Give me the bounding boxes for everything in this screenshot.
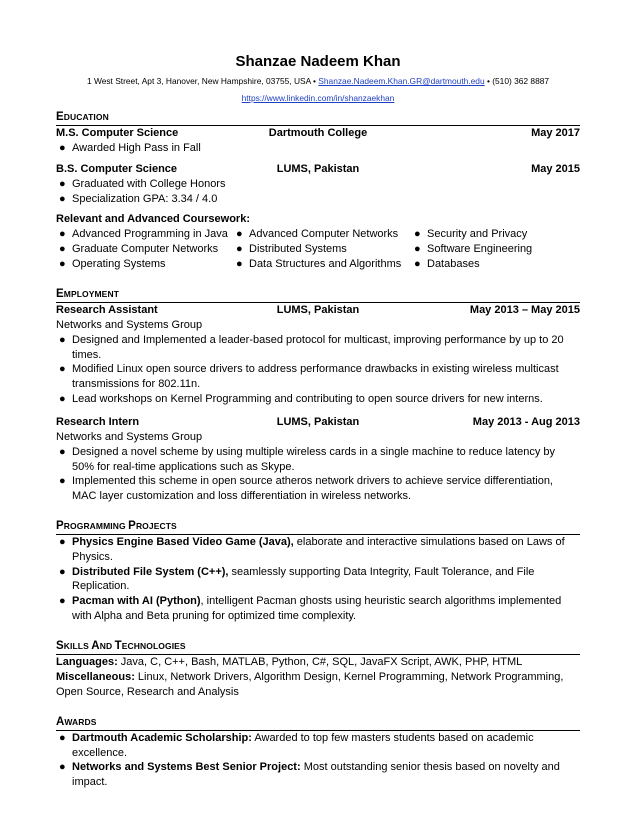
list-item: ● Software Engineering (414, 243, 533, 256)
date: May 2017 (531, 127, 580, 139)
list-item: ● Lead workshops on Kernel Programming and contributing to open source drivers for new interns. (59, 392, 543, 405)
education-section (56, 107, 580, 272)
list-item: ● Distributed Systems (236, 243, 347, 256)
list-item: ● Networks and Systems Best Senior Project: Most outstanding senior thesis based on novelty and impact. (59, 761, 560, 789)
list-item: ● Data Structures and Algorithms (236, 257, 402, 270)
linkedin-link[interactable]: https://www.linkedin.com/in/shanzaekhan (241, 93, 395, 103)
candidate-name: Shanzae Nadeem Khan (235, 53, 401, 70)
coursework-label: Relevant and Advanced Coursework: (56, 213, 250, 226)
list-item: ● Distributed File System (C++), seamlessly supporting Data Integrity, Fault Tolerance, and File Replication. (59, 565, 535, 593)
education-entry (56, 126, 580, 141)
date: May 2015 (531, 162, 580, 175)
list-item: ● Modified Linux open source drivers to address performance drawbacks in existing wireless multicast transmissions for 802.11n. (59, 363, 559, 391)
email-link[interactable]: Shanzae.Nadeem.Khan.GR@dartmouth.edu (318, 76, 485, 86)
job-role: Research Intern (56, 415, 140, 428)
list-item: ● Designed a novel scheme by using multiple wireless cards in a single machine to reduce latency by 50% for real-time applications such as Skype. (59, 445, 556, 473)
list-item: ● Physics Engine Based Video Game (Java), elaborate and interactive simulations based on Laws of Physics. (59, 535, 565, 563)
degree: M.S. Computer Science (56, 127, 179, 139)
list-item: ● Designed and Implemented a leader-based protocol for multicast, improving performance by up to 20 times. (59, 333, 564, 361)
section-title-employment: EMPLOYMENT (56, 284, 580, 303)
list-item: ● Advanced Programming in Java (59, 228, 228, 241)
job-header (56, 303, 580, 318)
list-item: ● Implemented this scheme in open source atheros network drivers to achieve service differentiation, MAC layer customization and loss differentiation in wireless networks. (59, 475, 553, 503)
list-item: ● Dartmouth Academic Scholarship: Awarded to top few masters students based on academic excellence. (59, 731, 534, 759)
awards-section (56, 712, 580, 790)
list-item: ● Specialization GPA: 3.34 / 4.0 (59, 192, 218, 205)
list-item: ● Awarded High Pass in Fall (59, 142, 201, 154)
list-item: ● Advanced Computer Networks (236, 228, 399, 241)
phone: • (510) 362 8887 (486, 76, 550, 86)
section-title-projects: PROGRAMMING PROJECTS (56, 516, 580, 535)
resume-header (56, 0, 580, 104)
address: 1 West Street, Apt 3, Hanover, New Hampshire, 03755, USA • (86, 76, 316, 86)
school: LUMS, Pakistan (276, 162, 360, 175)
skills-misc: Miscellaneous: Linux, Network Drivers, Algorithm Design, Kernel Programming, Network Programming, Open Source, Research and Analysis (56, 670, 564, 698)
skills-section (56, 636, 580, 700)
list-item: ● Pacman with AI (Python), intelligent Pacman ghosts using heuristic search algorithms implemented with Alpha and Beta pruning for optimized time complexity. (59, 595, 562, 622)
job-group: Networks and Systems Group (56, 430, 203, 443)
section-title-awards: AWARDS (56, 712, 580, 731)
job-date: May 2013 – May 2015 (469, 303, 580, 316)
coursework-columns (56, 227, 580, 271)
job-header (56, 415, 580, 430)
school: Dartmouth College (268, 127, 368, 139)
list-item: ● Operating Systems (59, 257, 166, 270)
contact-line (56, 76, 580, 87)
job-place: LUMS, Pakistan (276, 303, 360, 316)
employment-section (56, 284, 580, 504)
education-entry (56, 162, 580, 177)
projects-section (56, 516, 580, 624)
job-role: Research Assistant (56, 303, 158, 316)
degree: B.S. Computer Science (56, 162, 178, 175)
section-title-education: EDUCATION (56, 107, 580, 126)
job-date: May 2013 - Aug 2013 (472, 415, 580, 428)
linkedin-line (56, 93, 580, 104)
job-group: Networks and Systems Group (56, 318, 203, 331)
section-title-skills: SKILLS AND TECHNOLOGIES (56, 636, 580, 655)
list-item: ● Graduate Computer Networks (59, 243, 219, 256)
list-item: ● Databases (414, 257, 480, 270)
list-item: ● Graduated with College Honors (59, 177, 226, 190)
skills-languages: Languages: Java, C, C++, Bash, MATLAB, Python, C#, SQL, JavaFX Script, AWK, PHP, HTML (56, 655, 523, 668)
list-item: ● Security and Privacy (414, 228, 528, 241)
job-place: LUMS, Pakistan (276, 415, 360, 428)
